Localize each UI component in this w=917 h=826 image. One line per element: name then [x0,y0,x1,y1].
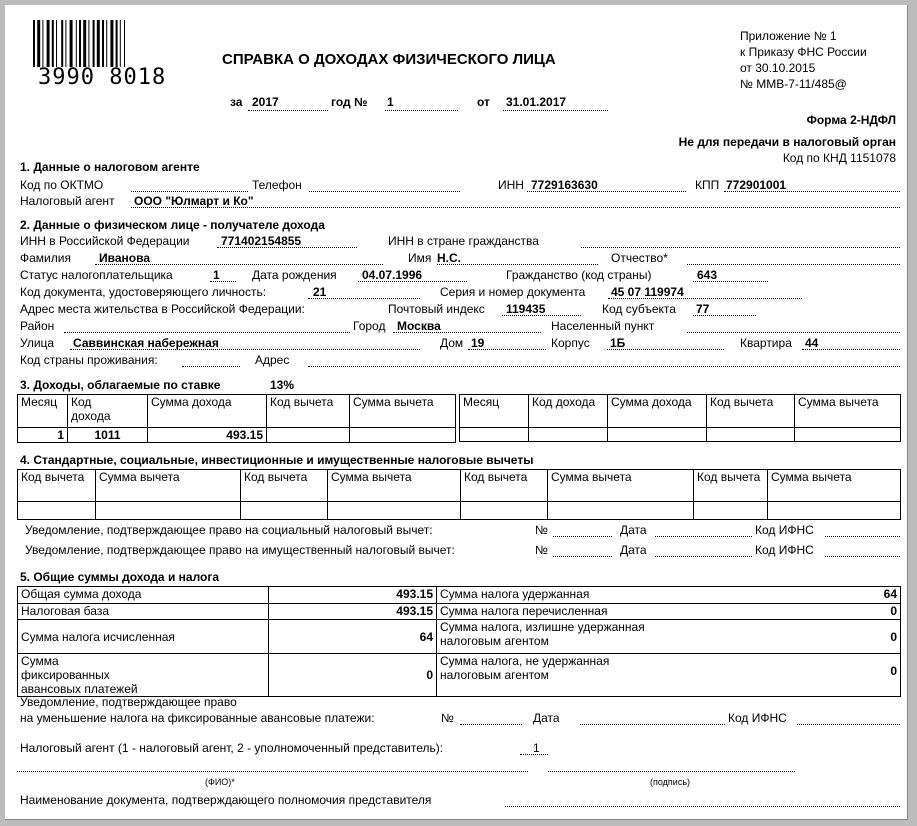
patronymic-field[interactable] [687,264,900,265]
barcode-bar [52,20,54,67]
district-field[interactable] [64,332,350,333]
surname-label: Фамилия [20,251,71,265]
inn-rf-label: ИНН в Российской Федерации [20,234,190,248]
ifns-label: Код ИФНС [728,711,787,725]
barcode-digits: 3990 8018 [38,65,167,90]
row-value: 0 [269,654,437,697]
oktmo-label: Код по ОКТМО [20,178,104,192]
name-label: Имя [408,251,432,265]
patronymic-label: Отчество* [611,251,668,265]
barcode-bar [124,20,125,67]
locality-field[interactable] [687,332,900,333]
barcode-bar [116,20,118,67]
date-label: Дата [620,543,647,557]
advance-notice-label-2: на уменьшение налога на фиксированные авансовые платежи: [20,711,375,725]
section-3-title: 3. Доходы, облагаемые по ставке [20,378,221,392]
barcode-bar [79,20,81,67]
authority-doc-field[interactable] [505,806,900,807]
zip-label: Почтовый индекс [388,302,485,316]
appendix-line: к Приказу ФНС России [740,45,867,59]
row-label: Сумма налога удержанная [440,587,590,601]
signature-field[interactable] [548,771,795,772]
birth-value: 04.07.1996 [362,268,423,282]
agent-type-label: Налоговый агент (1 - налоговый агент, 2 - уполномоченный представитель): [20,741,444,755]
barcode-bar [33,20,35,67]
inn-rf-value: 771402154855 [221,234,302,248]
building-value: 1Б [610,336,626,350]
section-4-title: 4. Стандартные, социальные, инвестиционные и имущественные налоговые вычеты [20,453,534,467]
barcode-bar [42,20,43,67]
row-value: 493.15 [269,587,437,604]
year-value: 2017 [252,95,279,109]
barcode-bar [61,20,63,67]
barcode-bar [106,20,107,67]
country-field[interactable] [182,366,240,367]
za-label: за [230,95,243,109]
row-label: Сумма налога перечисленная [440,604,608,618]
house-label: Дом [440,336,464,350]
section-2-title: 2. Данные о физическом лице - получателе дохода [20,218,325,232]
birth-label: Дата рождения [252,268,337,282]
table-row [18,587,901,604]
row-value: 0 [890,664,897,678]
barcode-bar [70,20,73,67]
no-label: № [441,711,454,725]
flat-label: Квартира [740,336,792,350]
notice-property-label: Уведомление, подтверждающее право на имущественный налоговый вычет: [25,543,455,557]
barcode-bar [76,20,77,67]
city-label: Город [353,319,386,333]
doc-series-value: 45 07 119974 [611,285,684,299]
income-amount-cell: 493.15 [148,428,267,443]
section-5-title: 5. Общие суммы дохода и налога [20,570,220,584]
barcode-bar [110,20,113,67]
row-value: 0 [890,604,897,618]
income-table-left [17,394,456,443]
barcode-bar [120,20,121,67]
region-label: Код субъекта [602,302,676,316]
zip-value: 119435 [506,302,546,316]
table-row [18,654,901,697]
barcode-bar [97,20,100,67]
ifns-label: Код ИФНС [755,543,814,557]
barcode-bar [83,20,86,67]
date-value: 31.01.2017 [506,95,567,109]
row-label: Сумма налога, не удержанная налоговым агентом [440,654,610,682]
col-header: Код вычета [241,470,328,502]
fio-caption: (ФИО)* [205,777,235,787]
fio-field[interactable] [17,771,528,772]
col-header: Код вычета [694,470,768,502]
notice-social-date[interactable] [655,536,752,537]
row-label: Налоговая база [18,604,269,620]
table-row [18,604,901,620]
status-label: Статус налогоплательщика [20,268,173,282]
col-header: Сумма вычета [328,470,461,502]
col-header: Сумма дохода [608,395,707,428]
citizenship-label: Гражданство (код страны) [506,268,652,282]
deduction-code-cell [267,428,350,443]
col-header: Месяц [460,395,529,428]
col-header: Сумма вычета [96,470,241,502]
form-note: Не для передачи в налоговый орган [678,135,896,149]
row-value: 64 [883,587,897,601]
col-header: Код вычета [461,470,548,502]
agent-value: ООО "Юлмарт и Ко" [134,194,254,208]
date-label: Дата [533,711,560,725]
locality-label: Населенный пункт [551,319,655,333]
deduction-amount-cell [350,428,456,443]
building-label: Корпус [551,336,590,350]
col-header: Код вычета [18,470,96,502]
barcode-bar [65,20,66,67]
deductions-table [17,469,901,520]
inn-foreign-label: ИНН в стране гражданства [388,234,539,248]
region-value: 77 [696,302,710,316]
doc-code-value: 21 [313,285,327,299]
totals-table [17,586,901,697]
advance-notice-ifns[interactable] [797,724,900,725]
house-value: 19 [471,336,485,350]
income-code-cell: 1011 [68,428,148,443]
notice-property-ifns[interactable] [825,556,900,557]
signature-caption: (подпись) [650,777,691,787]
row-label: Общая сумма дохода [18,587,269,604]
notice-social-label: Уведомление, подтверждающее право на социальный налоговый вычет: [25,523,433,537]
phone-field[interactable] [309,191,460,192]
advance-notice-date[interactable] [580,724,725,725]
notice-social-ifns[interactable] [825,536,900,537]
row-label: Сумма налога исчисленная [18,620,269,654]
appendix-line: № ММВ-7-11/485@ [740,77,847,91]
col-header: Сумма вычета [548,470,694,502]
col-header: Сумма вычета [350,395,456,428]
notice-property-date[interactable] [655,556,752,557]
barcode-bar [37,20,40,67]
form-knd: Код по КНД 1151078 [782,151,896,165]
oktmo-field[interactable] [131,191,248,192]
row-value: 493.15 [269,604,437,620]
citizenship-value: 643 [697,268,718,282]
street-label: Улица [20,336,55,350]
row-label: Сумма фиксированных авансовых платежей [18,654,269,697]
doc-code-label: Код документа, удостоверяющего личность: [20,285,267,299]
barcode-bar [102,20,104,67]
table-row [18,620,901,654]
col-header: Код дохода [529,395,608,428]
agent-label: Налоговый агент [20,194,115,208]
street-value: Саввинская набережная [73,336,219,350]
barcode [28,15,168,67]
barcode-bar [88,20,89,67]
appendix-block [740,28,867,92]
page-title: СПРАВКА О ДОХОДАХ ФИЗИЧЕСКОГО ЛИЦА [222,51,556,68]
barcode-bar [56,20,57,67]
district-label: Район [20,319,55,333]
flat-value: 44 [805,336,819,350]
kpp-label: КПП [695,178,720,192]
advance-notice-number[interactable] [460,724,522,725]
status-value: 1 [213,268,220,282]
foreign-address-label: Адрес [255,353,290,367]
inn-foreign-field[interactable] [581,247,900,248]
ifns-label: Код ИФНС [755,523,814,537]
kpp-value: 772901001 [726,178,787,192]
barcode-bar [47,20,50,67]
form-name: Форма 2-НДФЛ [806,113,896,127]
table-row [18,428,456,443]
address-label: Адрес места жительства в Российской Федерации: [20,302,305,316]
section-1-title: 1. Данные о налоговом агенте [20,160,200,174]
advance-notice-label: Уведомление, подтверждающее право [20,695,237,709]
agent-type-value: 1 [533,741,540,755]
city-value: Москва [397,319,441,333]
doc-series-label: Серия и номер документа [440,285,586,299]
col-header: Код дохода [68,395,148,428]
tax-rate: 13% [270,378,295,392]
appendix-line: Приложение № 1 [740,29,837,43]
barcode-bar [93,20,95,67]
row-value: 0 [890,630,897,644]
country-label: Код страны проживания: [20,353,158,367]
row-label: Сумма налога, излишне удержанная налоговым агентом [440,620,645,648]
notice-property-number[interactable] [553,556,612,557]
month-cell: 1 [18,428,68,443]
name-value: Н.С. [437,251,461,265]
surname-value: Иванова [99,251,150,265]
inn-value: 7729163630 [531,178,598,192]
col-header: Сумма вычета [768,470,901,502]
inn-label: ИНН [498,178,524,192]
appendix-line: от 30.10.2015 [740,61,816,75]
number-label: год № [331,95,368,109]
phone-label: Телефон [252,178,302,192]
col-header: Код вычета [267,395,350,428]
date-label: Дата [620,523,647,537]
no-label: № [535,543,548,557]
col-header: Код вычета [707,395,795,428]
number-value: 1 [387,95,394,109]
row-value: 64 [269,620,437,654]
authority-doc-label: Наименование документа, подтверждающего полномочия представителя [20,793,432,807]
foreign-address-field[interactable] [308,366,900,367]
date-label: от [477,95,490,109]
notice-social-number[interactable] [553,536,612,537]
income-table-right [459,394,901,442]
col-header: Сумма вычета [795,395,901,428]
no-label: № [535,523,548,537]
col-header: Месяц [18,395,68,428]
col-header: Сумма дохода [148,395,267,428]
